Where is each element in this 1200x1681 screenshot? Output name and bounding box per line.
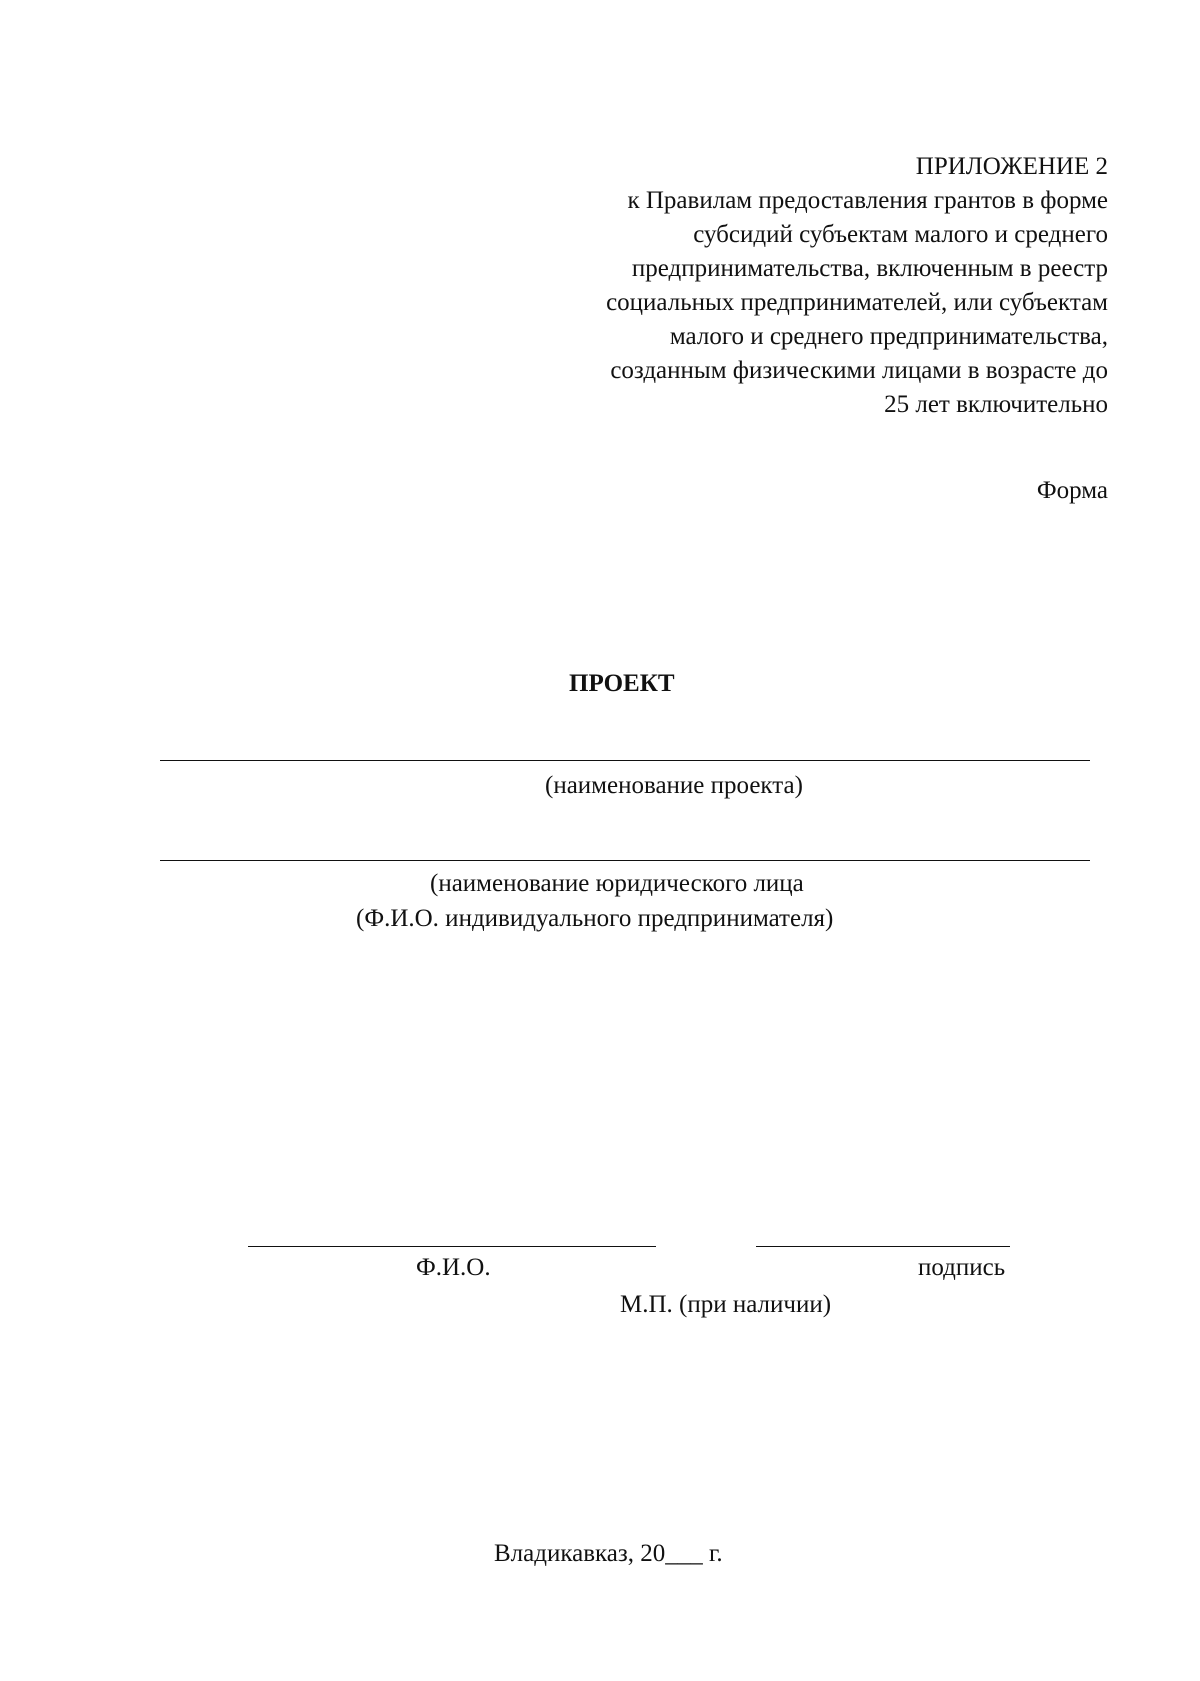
fio-caption: Ф.И.О. — [416, 1254, 491, 1281]
fio-blank-line — [248, 1246, 656, 1247]
entity-name-caption: (наименование юридического лица — [430, 870, 804, 897]
signature-caption: подпись — [918, 1254, 1006, 1281]
appendix-text-line: созданным физическими лицами в возрасте до — [610, 357, 1108, 384]
appendix-text-line: 25 лет включительно — [884, 391, 1108, 418]
appendix-text-line: к Правилам предоставления грантов в форме — [627, 187, 1108, 214]
project-name-caption: (наименование проекта) — [545, 772, 803, 799]
signature-blank-line — [756, 1246, 1010, 1247]
place-and-year: Владикавказ, 20___ г. — [494, 1540, 723, 1567]
appendix-text-line: малого и среднего предпринимательства, — [669, 323, 1108, 350]
project-name-blank-line — [160, 760, 1090, 761]
appendix-text-line: социальных предпринимателей, или субъектам — [606, 289, 1108, 316]
entrepreneur-name-caption: (Ф.И.О. индивидуального предпринимателя) — [356, 905, 834, 932]
appendix-text-line: предпринимательства, включенным в реестр — [631, 255, 1108, 282]
document-title: ПРОЕКТ — [569, 670, 675, 697]
appendix-text-line: субсидий субъектам малого и среднего — [693, 221, 1108, 248]
appendix-title: ПРИЛОЖЕНИЕ 2 — [915, 153, 1108, 180]
stamp-caption: М.П. (при наличии) — [620, 1291, 832, 1318]
appendix-header — [408, 150, 1108, 422]
form-label: Форма — [1036, 477, 1108, 504]
entity-name-blank-line — [160, 860, 1090, 861]
